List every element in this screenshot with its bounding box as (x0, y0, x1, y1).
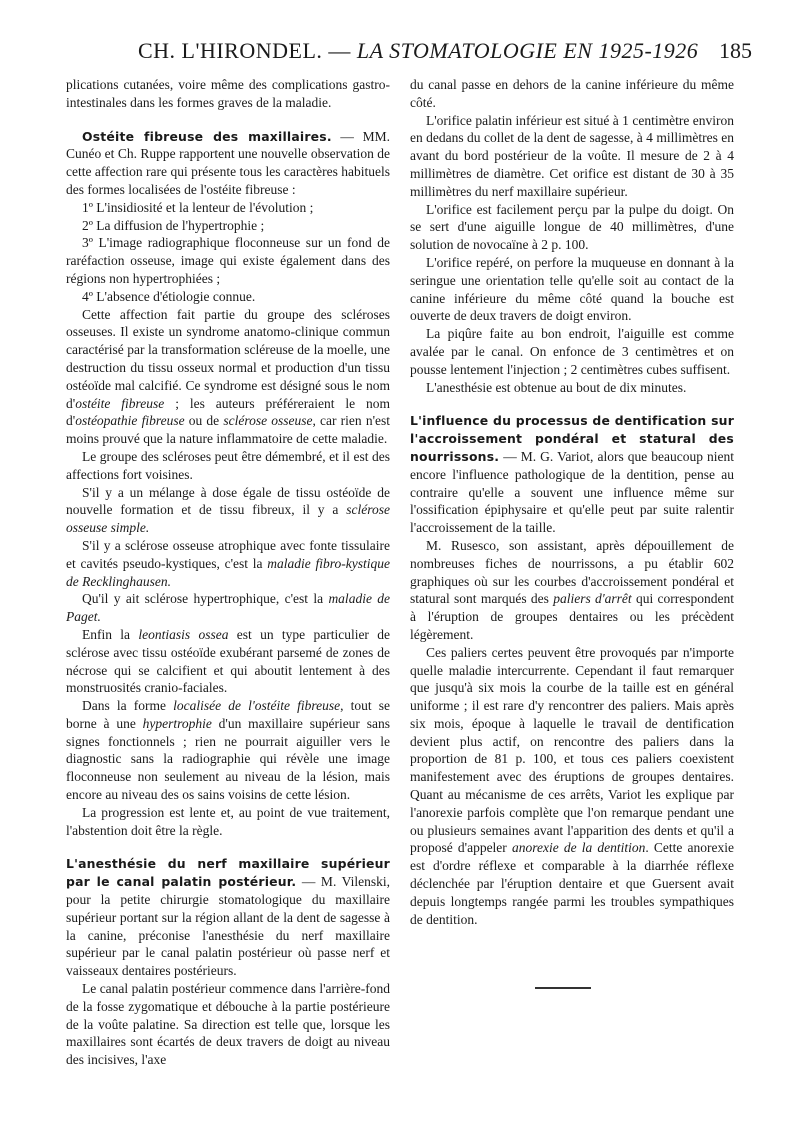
text: Enfin la (82, 626, 139, 642)
italic-term: sclérose osseuse (223, 413, 313, 429)
paragraph-text: — MM. Cunéo et Ch. Ruppe rapportent une nouvelle observation de cette affection rare qui présente tous les caractères habituels des formes localisées de l'ostéite fibreuse : (66, 128, 390, 197)
paragraph (410, 537, 734, 644)
section-anesthesie (66, 855, 390, 980)
section-dentification (410, 412, 734, 537)
text: qui correspondent à l'éruption de groupes dentaires ou les précèdent légèrement. (410, 591, 734, 642)
text: . Cette anorexie est d'ordre réflexe et comparable à la diarrhée réflexe déclenchée par l'éruption dentaire et que Guersent avait depuis longtemps rangée parmi les troubles sympathiques de dentition. (410, 840, 735, 927)
list-item: 2º La diffusion de l'hypertrophie ; (82, 217, 265, 233)
left-column (66, 76, 390, 1069)
paragraph-text: — M. G. Variot, alors que beaucoup nient encore l'influence pathologique de la dentition, pense au contraire qu'elle a souvent une influence même sur l'ossification épiphysaire et qu'elle peut par suite ralentir l'accroissement de la taille. (410, 448, 734, 536)
text: S'il y a un mélange à dose égale de tissu ostéoïde de nouvelle formation et de tissu fibreux, il y a (66, 484, 390, 518)
text: Qu'il y ait sclérose hypertrophique, c'est la (82, 591, 329, 607)
paragraph (66, 537, 390, 590)
italic-term: hypertrophie (142, 715, 212, 731)
italic-term: maladie de Paget. (66, 591, 390, 625)
text: ; les auteurs préféreraient le nom d' (66, 395, 391, 429)
list-item: 4º L'absence d'étiologie connue. (82, 288, 256, 304)
journal-title: LA STOMATOLOGIE EN 1925-1926 (356, 38, 699, 63)
paragraph (66, 590, 390, 626)
list-item: 1º L'insidiosité et la lenteur de l'évolution ; (82, 199, 314, 215)
section-title: Ostéite fibreuse des maxillaires. (82, 128, 332, 144)
page-number: 185 (719, 38, 752, 63)
text: Ces paliers certes peuvent être provoqués par n'importe quelle maladie intercurrente. Cependant il faut remarquer que jusqu'à six mois la courbe de la taille est en général uniforme ; il est rare d'y rencontrer des paliers. Mais après six mois, époque à laquelle le travail de dentification devient plus actif, on rencontre des paliers dans la proportion de 81 p. 100, et tous ces paliers coexistent manifestement avec des éruptions de groupes dentaires. Quant au mécanisme de ces arrêts, Variot les explique par l'anorexie parfois complète que l'on remarque pendant une ou plusieurs semaines avant l'apparition des dents et qu'il a proposé d'appeler (410, 644, 734, 856)
paragraph: L'orifice est facilement perçu par la pulpe du doigt. On se sert d'une aiguille longue de 40 millimètres, d'une solution de novocaïne à 2 p. 100. (410, 201, 734, 253)
paragraph (66, 484, 390, 537)
running-title (138, 38, 698, 64)
paragraph: La progression est lente et, au point de vue traitement, l'abstention doit être la règle. (66, 804, 390, 838)
paragraph: plications cutanées, voire même des complications gastro-intestinales dans les formes graves de la maladie. (66, 77, 390, 110)
italic-term: leontiasis ossea (138, 626, 229, 642)
italic-term: anorexie de la dentition (511, 840, 646, 856)
text: M. Rusesco, son assistant, après dépouillement de nombreuses fiches de nourrissons, a pu établir 602 graphiques où sur les courbes d'accroissement pondéral et statural sont marqués des (410, 537, 734, 607)
text: est un type particulier de sclérose avec tissu ostéoïde exubérant parsemé de zones de nécrose qui se calcifient et qui aboutit lentement à des monstruosités cranio-faciales. (66, 626, 390, 696)
italic-term: ostéopathie fibreuse (75, 413, 185, 429)
paragraph: Le groupe des scléroses peut être démembré, et il est des affections fort voisines. (66, 448, 390, 482)
section-title: L'influence du processus de dentification sur l'accroissement pondéral et statural des nourrissons. (410, 413, 734, 464)
italic-term: paliers d'arrêt (553, 591, 632, 607)
list-item: 3º L'image radiographique floconneuse sur un fond de raréfaction osseuse, image qui existe également dans des régions non hypertrophiées ; (66, 235, 390, 286)
paragraph (410, 644, 734, 929)
paragraph: Le canal palatin postérieur commence dans l'arrière-fond de la fosse zygomatique et débouche à la partie postérieure de la voûte palatine. Sa direction est telle que, lorsque les maxillaires sont écartés de deux travers de doigt au niveau des incisives, l'axe (66, 981, 390, 1068)
text: Dans la forme (82, 698, 174, 714)
text: d'un maxillaire supérieur sans signes fonctionnels ; rien ne pourrait aiguiller vers le diagnostic sans la radiographie qui révèle une image floconneuse non seulement au niveau de la lésion, mais encore au niveau des os sains voisins de cette lésion. (66, 715, 390, 803)
italic-term: maladie fibro-kystique de Recklinghausen. (66, 555, 390, 589)
right-column (410, 76, 734, 928)
text: S'il y a sclérose osseuse atrophique avec fonte tissulaire et cavités pseudo-kystiques, c'est la (66, 537, 390, 571)
text: Cette affection fait partie du groupe des scléroses osseuses. Il existe un syndrome anatomo-clinique commun caractérisé par la transformation scléreuse de la moelle, une destruction du tissu osseux normal et production d'un tissu ostéoïde mal calcifié. Ce syndrome est désigné sous le nom d' (66, 306, 390, 411)
italic-term: ostéite fibreuse (75, 395, 165, 411)
text: , car rien n'est moins prouvé que la nature inflammatoire de cette maladie. (66, 413, 390, 447)
paragraph-text: — M. Vilenski, pour la petite chirurgie stomatologique du maxillaire supérieur portant sur la région allant de la dent de sagesse à la canine, préconise l'anesthésie du nerf maxillaire supérieur par le canal palatin postérieur où passe nerf et vaisseaux dentaires postérieurs. (66, 874, 390, 979)
section-title: L'anesthésie du nerf maxillaire supérieur par le canal palatin postérieur. (66, 856, 390, 890)
paragraph: L'orifice palatin inférieur est situé à 1 centimètre environ en dedans du collet de la dent de sagesse, à 4 millimètres en avant du bord postérieur de la voûte. Il mesure de 2 à 4 millimètres de diamètre. Cet orifice est distant de 30 à 35 millimètres du nerf maxillaire supérieur. (410, 112, 734, 199)
paragraph: L'orifice repéré, on perfore la muqueuse en donnant à la seringue une orientation telle qu'elle soit au contact de la canine inférieure du même côté quand la bouche est ouverte de deux travers de doigt environ. (410, 254, 734, 324)
paragraph: L'anesthésie est obtenue au bout de dix minutes. (426, 379, 687, 395)
separator-rule (535, 987, 591, 989)
paragraph: La piqûre faite au bon endroit, l'aiguille est comme avalée par le canal. On enfonce de 3 centimètres et on pousse lentement l'injection ; 2 centimètres cubes suffisent. (410, 326, 734, 377)
running-header (66, 38, 752, 68)
section-osteite (66, 128, 390, 199)
text: ou de (184, 413, 224, 429)
italic-term: localisée de l'ostéite fibreuse (173, 698, 341, 714)
running-author: CH. L'HIRONDEL. — (138, 38, 357, 63)
text: , tout se borne à une (66, 698, 391, 731)
paragraph (66, 306, 390, 448)
paragraph (66, 626, 390, 697)
paragraph: du canal passe en dehors de la canine inférieure du même côté. (410, 77, 734, 110)
italic-term: sclérose osseuse simple. (66, 502, 390, 536)
paragraph (66, 697, 390, 804)
